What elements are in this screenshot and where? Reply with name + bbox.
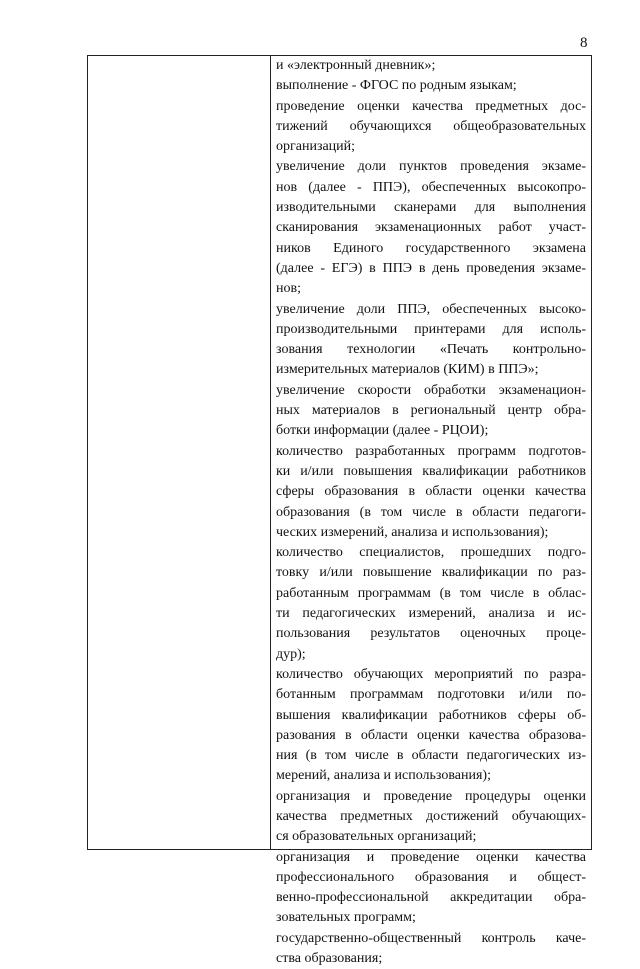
text-line: ния (в том числе в области педагогических из- — [276, 748, 586, 764]
text-line: разования в области оценки качества образова- — [276, 727, 586, 743]
text-line: измерительных материалов (КИМ) в ППЭ»; — [276, 362, 539, 378]
text-line: увеличение доли ППЭ, обеспеченных высоко- — [276, 301, 586, 317]
page-number: 8 — [580, 35, 588, 51]
text-line: изводительными сканерами для выполнения — [276, 200, 586, 216]
text-line: профессионального образования и общест- — [276, 869, 586, 885]
text-line: тижений обучающихся общеобразовательных — [276, 118, 586, 134]
text-line: производительными принтерами для исполь- — [276, 321, 586, 337]
text-line: организаций; — [276, 139, 356, 155]
text-line: (далее - ЕГЭ) в ППЭ в день проведения экзаме- — [276, 260, 586, 276]
text-line: венно-профессиональной аккредитации обра- — [276, 890, 586, 906]
text-line: работанным программам (в том числе в облас- — [276, 585, 586, 601]
text-line: ся образовательных организаций; — [276, 829, 477, 845]
text-line: вышения квалификации работников сферы об- — [276, 707, 586, 723]
text-line: количество обучающих мероприятий по разра- — [276, 666, 586, 682]
text-line: дур); — [276, 646, 306, 662]
text-line: ников Единого государственного экзамена — [276, 240, 586, 256]
text-line: количество специалистов, прошедших подго- — [276, 545, 586, 561]
document-table — [87, 55, 592, 967]
text-line: товку и/или повышение квалификации по раз- — [276, 565, 586, 581]
text-line: нов; — [276, 281, 301, 297]
text-line: качества предметных достижений обучающих- — [276, 808, 586, 824]
text-line: организация и проведение процедуры оценки — [276, 788, 586, 804]
text-line: и «электронный дневник»; — [276, 58, 436, 73]
text-line: мерений, анализа и использования); — [276, 768, 491, 784]
text-line: проведение оценки качества предметных дос- — [276, 98, 586, 114]
text-line: выполнение - ФГОС по родным языкам; — [276, 78, 517, 94]
text-line: ки и/или повышения квалификации работников — [276, 463, 586, 479]
text-line: ботки информации (далее - РЦОИ); — [276, 423, 489, 439]
text-line: ботанным программам подготовки и/или по- — [276, 687, 586, 703]
text-line: ти педагогических измерений, анализа и ис- — [276, 606, 586, 622]
text-line: зовательных программ; — [276, 910, 416, 926]
right-cell-text — [276, 56, 586, 969]
column-divider — [270, 56, 271, 849]
text-line: государственно-общественный контроль каче- — [276, 930, 586, 946]
text-line: ческих измерений, анализа и использования); — [276, 524, 549, 540]
text-line: нов (далее - ППЭ), обеспеченных высокопро- — [276, 179, 586, 195]
text-line: ных материалов в региональный центр обра- — [276, 403, 586, 419]
text-line: пользования результатов оценочных проце- — [276, 626, 586, 642]
text-line: образования (в том числе в области педагоги- — [276, 504, 586, 520]
text-line: ства образования; — [276, 951, 383, 967]
text-line: зования технологии «Печать контрольно- — [276, 342, 586, 358]
text-line: увеличение скорости обработки экзаменацион- — [276, 382, 586, 398]
text-line: увеличение доли пунктов проведения экзаме- — [276, 159, 586, 175]
text-line: сферы образования в области оценки качества — [276, 484, 586, 500]
text-line: количество разработанных программ подготов- — [276, 443, 586, 459]
text-line: сканирования экзаменационных работ участ- — [276, 220, 586, 236]
text-line: организация и проведение оценки качества — [276, 849, 586, 865]
